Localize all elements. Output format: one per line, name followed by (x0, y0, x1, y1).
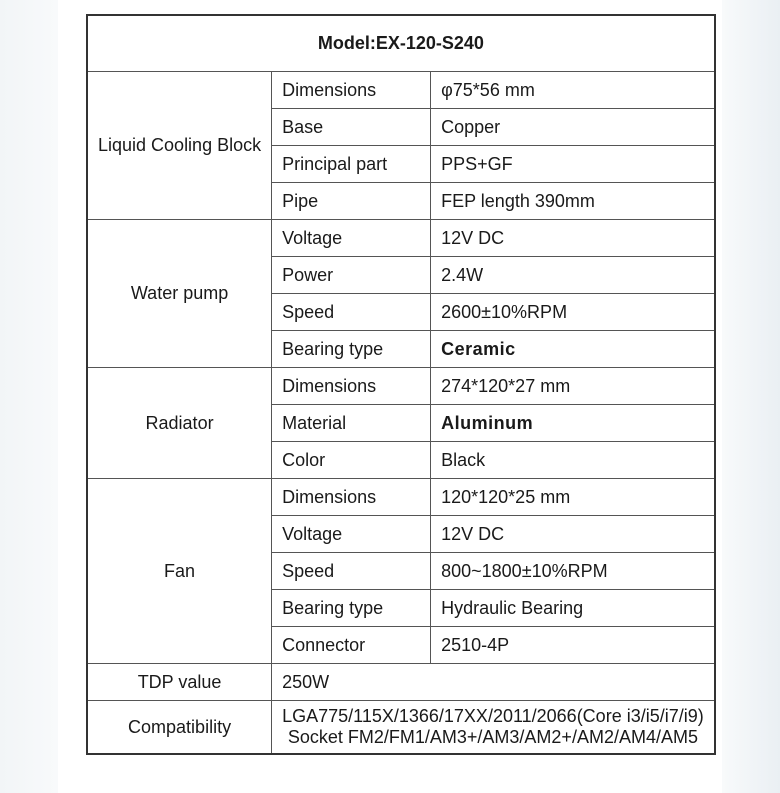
prop-value: Black (431, 442, 715, 479)
prop-value: Ceramic (431, 331, 715, 368)
prop-value: Copper (431, 109, 715, 146)
group-water-pump: Water pump (87, 220, 272, 368)
table-row (87, 72, 715, 109)
prop-value: Aluminum (431, 405, 715, 442)
prop-value: φ75*56 mm (431, 72, 715, 109)
prop-label: Pipe (272, 183, 431, 220)
left-margin (0, 0, 58, 793)
prop-value: Hydraulic Bearing (431, 590, 715, 627)
compatibility-value (272, 701, 715, 755)
prop-label: Color (272, 442, 431, 479)
tdp-row (87, 664, 715, 701)
prop-label: Base (272, 109, 431, 146)
tdp-label: TDP value (87, 664, 272, 701)
table-row (87, 368, 715, 405)
prop-label: Material (272, 405, 431, 442)
prop-value: 2.4W (431, 257, 715, 294)
prop-value: 120*120*25 mm (431, 479, 715, 516)
compatibility-label: Compatibility (87, 701, 272, 755)
group-liquid-cooling-block: Liquid Cooling Block (87, 72, 272, 220)
prop-label: Dimensions (272, 368, 431, 405)
prop-label: Voltage (272, 516, 431, 553)
prop-value: 800~1800±10%RPM (431, 553, 715, 590)
compatibility-line-amd: Socket FM2/FM1/AM3+/AM3/AM2+/AM2/AM4/AM5 (287, 727, 698, 747)
table-row (87, 220, 715, 257)
prop-label: Connector (272, 627, 431, 664)
prop-label: Voltage (272, 220, 431, 257)
prop-value: 274*120*27 mm (431, 368, 715, 405)
spec-table (86, 14, 716, 755)
prop-value: FEP length 390mm (431, 183, 715, 220)
title-row (87, 15, 715, 72)
prop-label: Dimensions (272, 479, 431, 516)
prop-label: Speed (272, 553, 431, 590)
prop-value: 12V DC (431, 516, 715, 553)
table-row (87, 479, 715, 516)
prop-value: 12V DC (431, 220, 715, 257)
prop-value: PPS+GF (431, 146, 715, 183)
compatibility-line-intel: LGA775/115X/1366/17XX/2011/2066(Core i3/i5/i7/i9) (282, 706, 704, 726)
group-fan: Fan (87, 479, 272, 664)
model-title: Model:EX-120-S240 (87, 15, 715, 72)
group-radiator: Radiator (87, 368, 272, 479)
prop-label: Bearing type (272, 590, 431, 627)
compatibility-row (87, 701, 715, 755)
prop-label: Principal part (272, 146, 431, 183)
right-margin (722, 0, 780, 793)
spec-sheet (58, 0, 722, 793)
tdp-value: 250W (272, 664, 715, 701)
prop-value: 2510-4P (431, 627, 715, 664)
prop-value: 2600±10%RPM (431, 294, 715, 331)
prop-label: Speed (272, 294, 431, 331)
prop-label: Bearing type (272, 331, 431, 368)
prop-label: Power (272, 257, 431, 294)
prop-label: Dimensions (272, 72, 431, 109)
